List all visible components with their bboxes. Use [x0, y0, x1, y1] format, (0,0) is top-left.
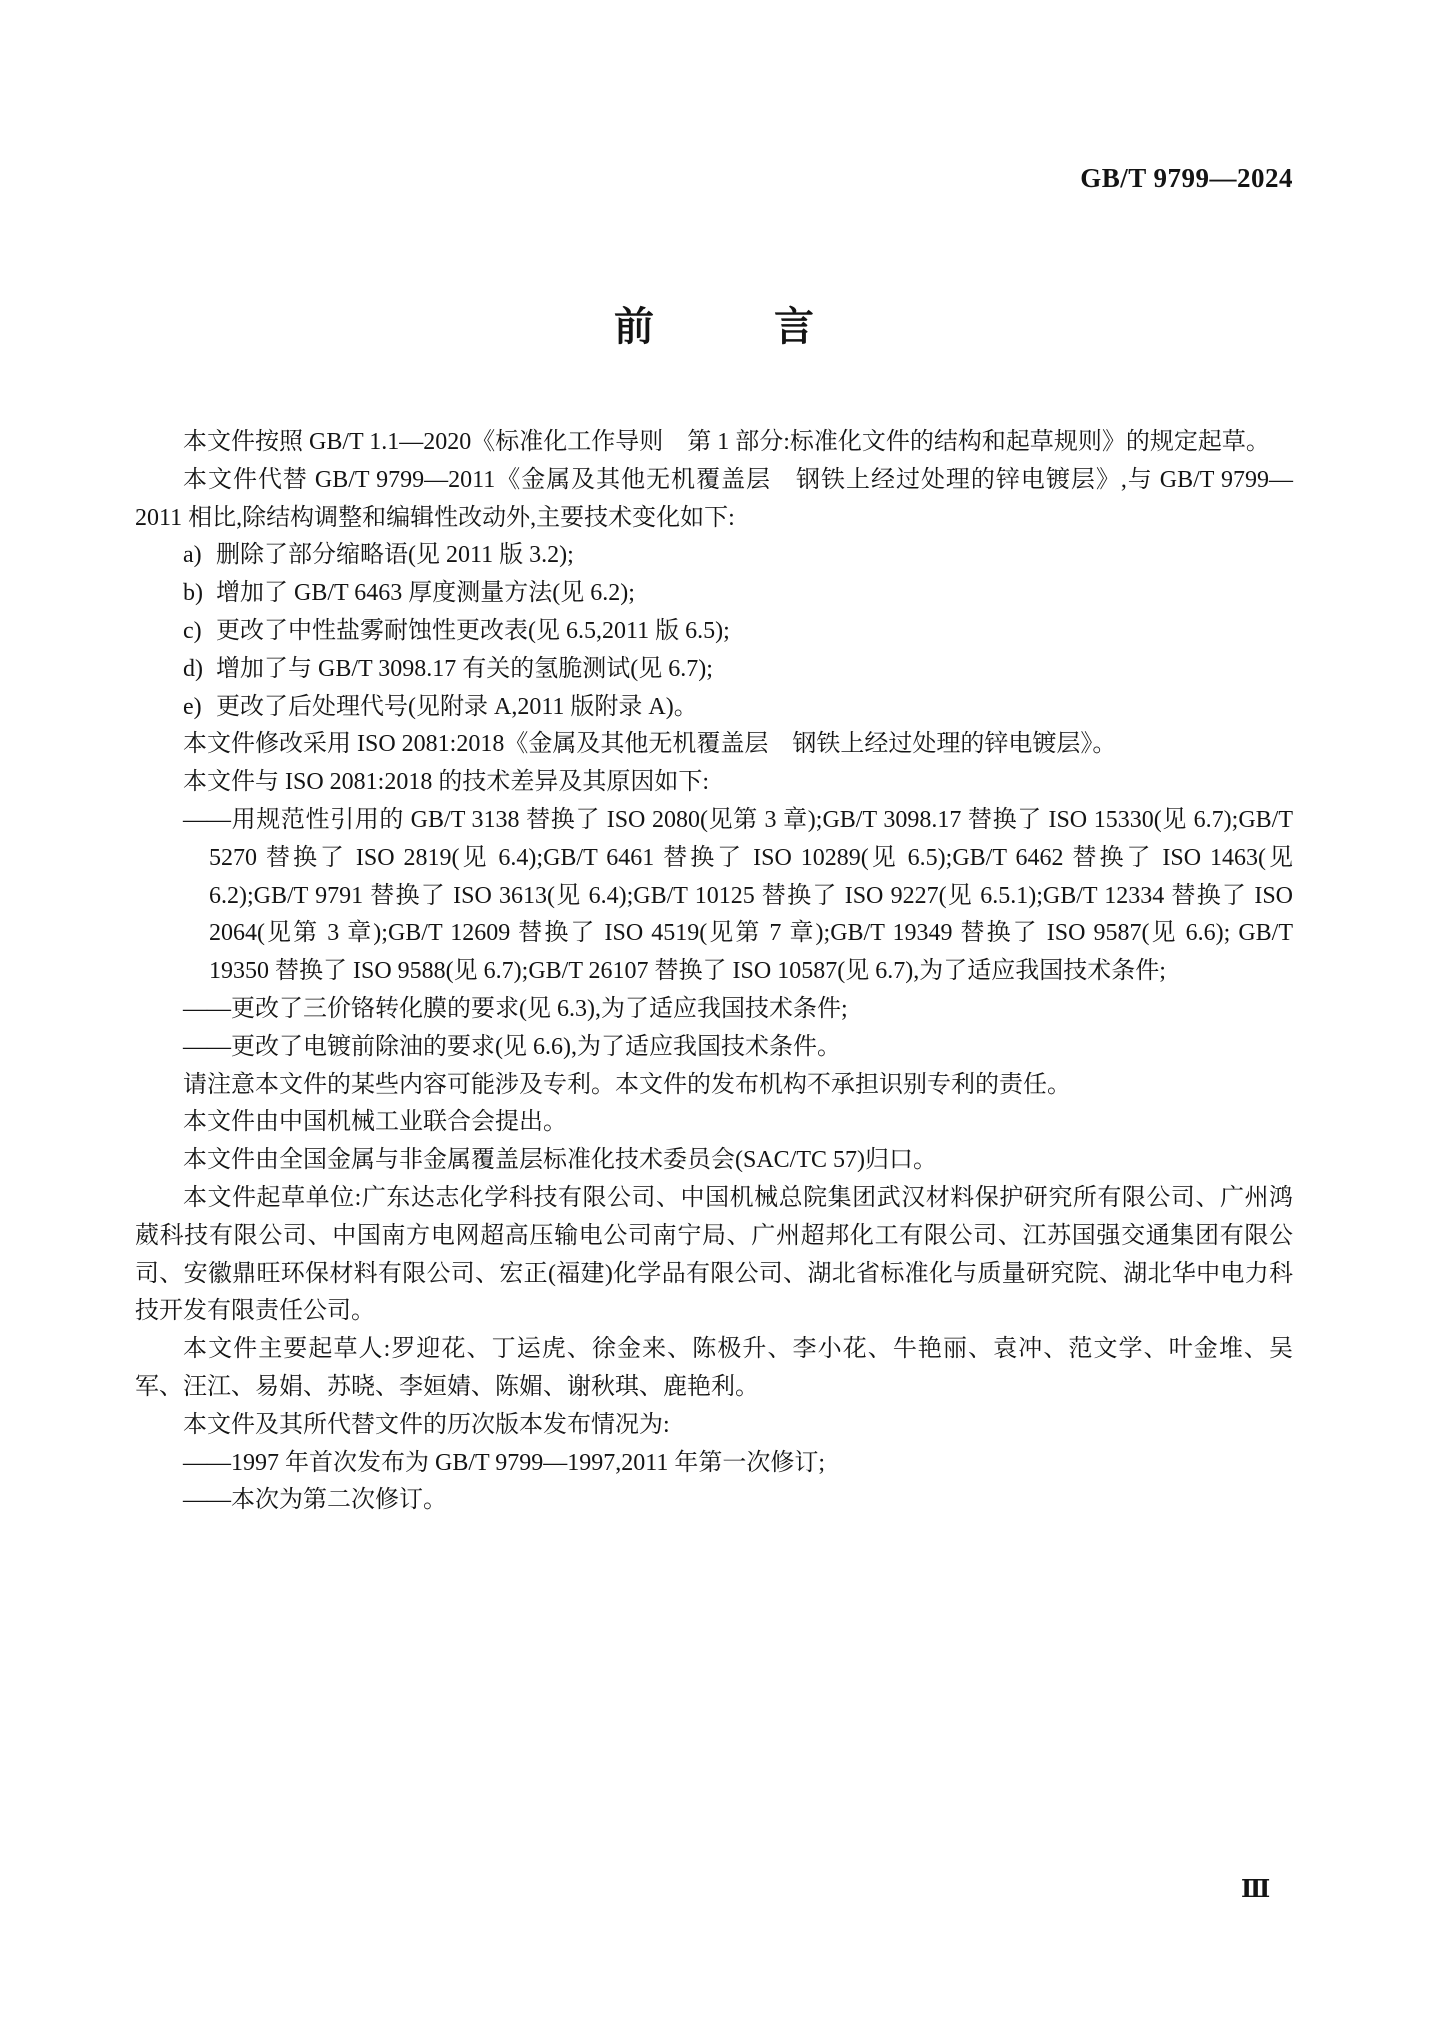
- list-item: [135, 651, 1293, 689]
- list-item-text: 增加了 GB/T 6463 厚度测量方法(见 6.2);: [216, 580, 635, 607]
- paragraph: 本文件按照 GB/T 1.1—2020《标准化工作导则 第 1 部分:标准化文件的结构和起草规则》的规定起草。: [183, 429, 1270, 455]
- paragraph: 本文件代替 GB/T 9799—2011《金属及其他无机覆盖层 钢铁上经过处理的锌电镀层》,与 GB/T 9799—2011 相比,除结构调整和编辑性改动外,主要技术变化如下:: [135, 466, 1293, 531]
- list-item-text: 更改了中性盐雾耐蚀性更改表(见 6.5,2011 版 6.5);: [216, 617, 730, 644]
- list-item-text: 删除了部分缩略语(见 2011 版 3.2);: [216, 542, 574, 569]
- paragraph: 本文件起草单位:广东达志化学科技有限公司、中国机械总院集团武汉材料保护研究所有限公司、广州鸿葳科技有限公司、中国南方电网超高压输电公司南宁局、广州超邦化工有限公司、江苏国强交通集团有限公司、安徽鼎旺环保材料有限公司、宏正(福建)化学品有限公司、湖北省标准化与质量研究院、湖北华中电力科技开发有限责任公司。: [135, 1184, 1293, 1325]
- paragraph: 本文件由全国金属与非金属覆盖层标准化技术委员会(SAC/TC 57)归口。: [183, 1147, 938, 1174]
- dash-item: ——1997 年首次发布为 GB/T 9799—1997,2011 年第一次修订;: [183, 1449, 826, 1476]
- paragraph: 本文件及其所代替文件的历次版本发布情况为:: [183, 1411, 670, 1438]
- list-item-label: a): [183, 542, 202, 569]
- standard-code: GB/T 9799—2024: [1080, 163, 1293, 193]
- list-item-text: 更改了后处理代号(见附录 A,2011 版附录 A)。: [216, 693, 698, 720]
- list-item: [135, 537, 1293, 575]
- paragraph: 本文件由中国机械工业联合会提出。: [183, 1109, 567, 1136]
- paragraph: 本文件主要起草人:罗迎花、丁运虎、徐金来、陈极升、李小花、牛艳丽、袁冲、范文学、叶金堆、吴军、汪江、易娟、苏晓、李姮婧、陈媚、谢秋琪、鹿艳利。: [135, 1336, 1293, 1400]
- list-item: [135, 689, 1293, 727]
- list-item: [135, 575, 1293, 613]
- paragraph: 本文件修改采用 ISO 2081:2018《金属及其他无机覆盖层 钢铁上经过处理的锌电镀层》。: [183, 731, 1117, 758]
- foreword-body: [135, 424, 1293, 1520]
- page-number: Ⅲ: [1241, 1877, 1271, 1903]
- paragraph: 本文件与 ISO 2081:2018 的技术差异及其原因如下:: [183, 769, 710, 796]
- dash-item: ——更改了电镀前除油的要求(见 6.6),为了适应我国技术条件。: [183, 1033, 841, 1060]
- list-item-label: b): [183, 580, 203, 607]
- list-item-text: 增加了与 GB/T 3098.17 有关的氢脆测试(见 6.7);: [216, 655, 713, 682]
- dash-item: ——本次为第二次修订。: [183, 1487, 447, 1514]
- list-item-label: e): [183, 693, 202, 720]
- list-item: [135, 613, 1293, 651]
- page-title: 前 言: [614, 304, 814, 349]
- list-item-label: c): [183, 617, 202, 644]
- paragraph: 请注意本文件的某些内容可能涉及专利。本文件的发布机构不承担识别专利的责任。: [183, 1071, 1071, 1098]
- dash-item: ——用规范性引用的 GB/T 3138 替换了 ISO 2080(见第 3 章);GB/T 3098.17 替换了 ISO 15330(见 6.7);GB/T 5270 替换了 ISO 2819(见 6.4);GB/T 6461 替换了 ISO 10289(见 6.5);GB/T 6462 替换了 ISO 1463(见 6.2);GB/T 9791 替换了 ISO 3613(见 6.4);GB/T 10125 替换了 ISO 9227(见 6.5.1);GB/T 12334 替换了 ISO 2064(见第 3 章);GB/T 12609 替换了 ISO 4519(见第 7 章);GB/T 19349 替换了 ISO 9587(见 6.6); GB/T 19350 替换了 ISO 9588(见 6.7);GB/T 26107 替换了 ISO 10587(见 6.7),为了适应我国技术条件;: [183, 806, 1293, 985]
- dash-item: ——更改了三价铬转化膜的要求(见 6.3),为了适应我国技术条件;: [183, 995, 848, 1022]
- list-item-label: d): [183, 655, 203, 682]
